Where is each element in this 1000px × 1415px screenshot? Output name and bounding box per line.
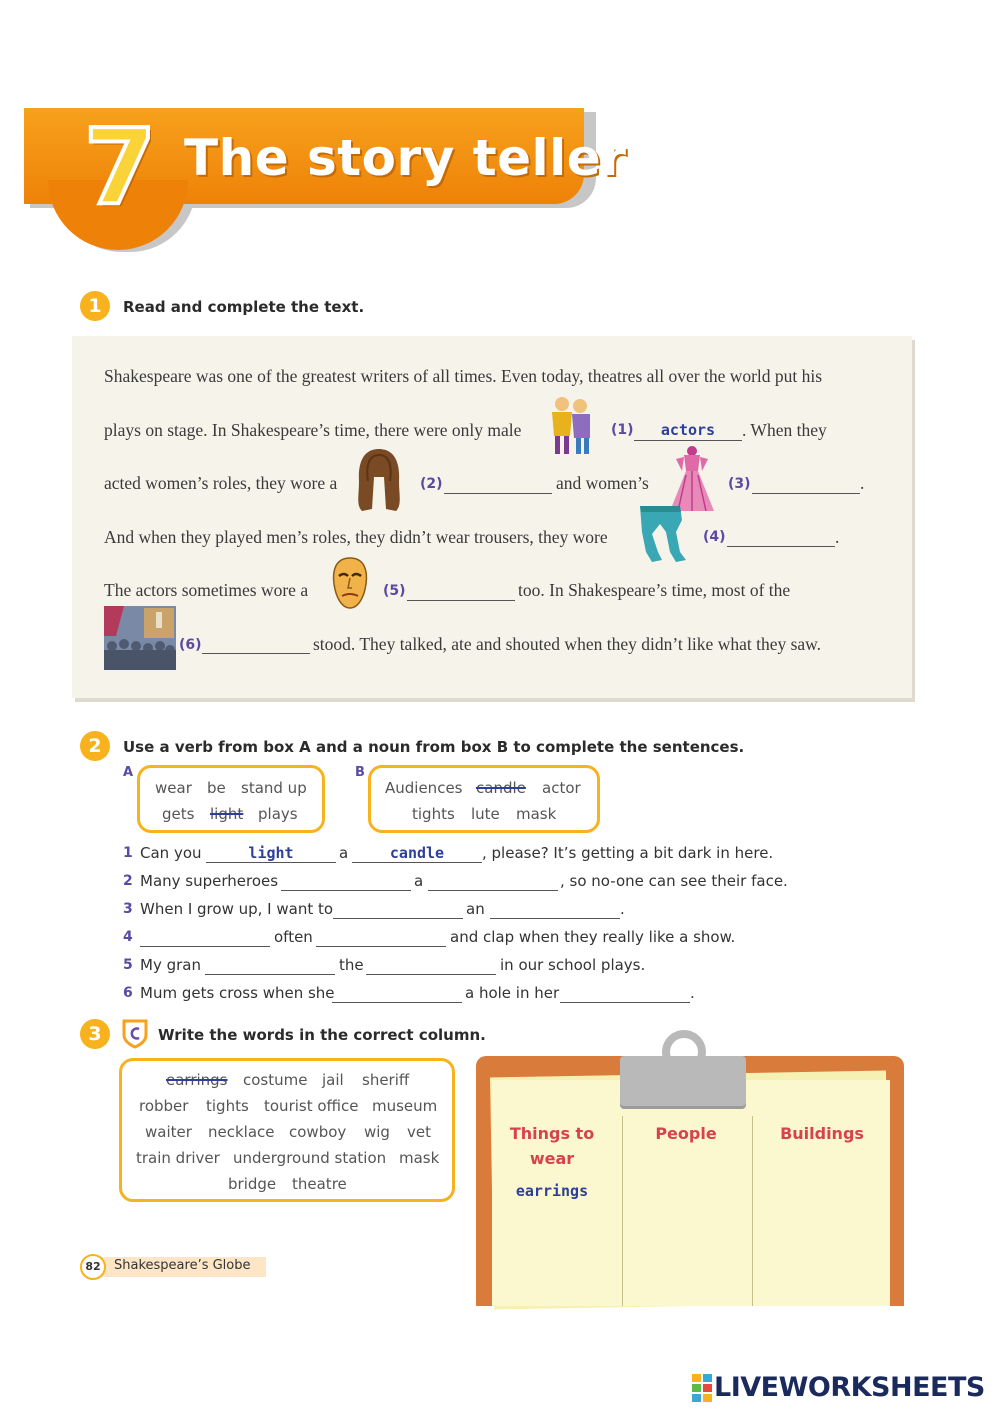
word-bank-word: tights bbox=[206, 1097, 249, 1115]
exercise-3-instruction: Write the words in the correct column. bbox=[158, 1026, 486, 1044]
sentence-5-number: 5 bbox=[123, 957, 133, 973]
word-bank-word: tourist office bbox=[264, 1097, 359, 1115]
gap-6-input[interactable] bbox=[202, 634, 310, 654]
actors-icon bbox=[542, 394, 600, 456]
gap-3-input[interactable] bbox=[752, 474, 860, 494]
gap-4-label: (4) bbox=[703, 529, 726, 545]
word-bank-word: underground station bbox=[233, 1149, 387, 1167]
word-bank-word: waiter bbox=[145, 1123, 192, 1141]
gap-1-label: (1) bbox=[611, 422, 634, 438]
text-line-1: Shakespeare was one of the greatest writers of all times. Even today, theatres all over the world put his bbox=[104, 366, 823, 386]
sentence-4-part-3: and clap when they really like a show. bbox=[450, 928, 736, 946]
word-bank-word: train driver bbox=[136, 1149, 220, 1167]
word-bank-word-crossed: earrings bbox=[166, 1071, 228, 1089]
column-entry-buildings[interactable] bbox=[762, 1182, 882, 1202]
audience-icon bbox=[104, 606, 176, 670]
liveworksheets-logo-icon bbox=[692, 1374, 712, 1402]
sentence-4-number: 4 bbox=[123, 929, 133, 945]
unit-number: 7 bbox=[83, 106, 157, 228]
sentence-5-part-2: the bbox=[339, 956, 364, 974]
column-divider bbox=[752, 1116, 753, 1306]
sentence-1-part-1: Can you bbox=[140, 844, 202, 862]
box-a-word-crossed: light bbox=[210, 805, 244, 823]
sentence-5-blank-2[interactable] bbox=[366, 955, 496, 975]
box-a-label: A bbox=[123, 765, 134, 780]
page-section-label: Shakespeare’s Globe bbox=[114, 1258, 251, 1273]
column-entry-things-to-wear[interactable]: earrings bbox=[515, 1182, 589, 1200]
sentence-5-blank-1[interactable] bbox=[205, 955, 335, 975]
column-head-buildings: Buildings bbox=[780, 1124, 864, 1143]
wig-icon bbox=[354, 447, 404, 513]
unit-title: The story teller bbox=[184, 129, 627, 187]
exercise-2-instruction: Use a verb from box A and a noun from box B to complete the sentences. bbox=[123, 738, 745, 756]
sentence-4-part-2: often bbox=[274, 928, 313, 946]
word-bank-word: wig bbox=[364, 1123, 390, 1141]
text-line-5a: The actors sometimes wore a bbox=[104, 580, 309, 600]
word-bank-word: cowboy bbox=[289, 1123, 347, 1141]
column-divider bbox=[622, 1116, 623, 1306]
gap-5-label: (5) bbox=[383, 583, 406, 599]
sentence-1-blank-2[interactable]: candle bbox=[352, 843, 482, 863]
tights-icon bbox=[636, 502, 692, 564]
sentence-1-number: 1 bbox=[123, 845, 133, 861]
word-bank-word: vet bbox=[407, 1123, 431, 1141]
sentence-3-number: 3 bbox=[123, 901, 133, 917]
sentence-4-blank-1[interactable] bbox=[140, 927, 270, 947]
sentence-1-part-3: , please? It’s getting a bit dark in here. bbox=[482, 844, 774, 862]
gap-2-input[interactable] bbox=[444, 474, 552, 494]
sentence-4-blank-2[interactable] bbox=[316, 927, 446, 947]
gap-2-label: (2) bbox=[420, 476, 443, 492]
sentence-5-part-1: My gran bbox=[140, 956, 201, 974]
text-line-3a: acted women’s roles, they wore a bbox=[104, 473, 338, 493]
word-bank-word: robber bbox=[139, 1097, 189, 1115]
box-a-word: plays bbox=[258, 805, 298, 823]
exercise-1-number: 1 bbox=[80, 291, 110, 321]
word-bank-word: bridge bbox=[228, 1175, 277, 1193]
sentence-3-blank-2[interactable] bbox=[490, 899, 620, 919]
gap-4-input[interactable] bbox=[727, 527, 835, 547]
text-line-4a: And when they played men’s roles, they didn’t wear trousers, they wore bbox=[104, 527, 608, 547]
sentence-3-part-2: an bbox=[466, 900, 485, 918]
box-b-word: tights bbox=[412, 805, 455, 823]
box-a-word: be bbox=[207, 779, 226, 797]
sentence-6-part-3: . bbox=[690, 984, 695, 1002]
sentence-2-part-1: Many superheroes bbox=[140, 872, 279, 890]
exercise-1-instruction: Read and complete the text. bbox=[123, 298, 365, 316]
sentence-3-blank-1[interactable] bbox=[333, 899, 463, 919]
sentence-1-blank-1[interactable]: light bbox=[206, 843, 336, 863]
sentence-6-part-2: a hole in her bbox=[465, 984, 560, 1002]
sentence-2-blank-1[interactable] bbox=[281, 871, 411, 891]
column-head-people: People bbox=[655, 1124, 717, 1143]
word-bank-word: theatre bbox=[292, 1175, 347, 1193]
sentence-2-number: 2 bbox=[123, 873, 133, 889]
gap-1-input[interactable]: actors bbox=[634, 421, 742, 441]
word-bank-word: costume bbox=[243, 1071, 308, 1089]
sentence-2-part-2: a bbox=[414, 872, 424, 890]
box-b-word: Audiences bbox=[385, 779, 463, 797]
page-number: 82 bbox=[80, 1254, 106, 1280]
sentence-6-blank-2[interactable] bbox=[560, 983, 690, 1003]
sentence-5-part-3: in our school plays. bbox=[500, 956, 646, 974]
box-a-word: stand up bbox=[241, 779, 307, 797]
word-bank-word: jail bbox=[322, 1071, 344, 1089]
text-line-6: stood. They talked, ate and shouted when they didn’t like what they saw. bbox=[313, 634, 822, 654]
sentence-3-part-1: When I grow up, I want to bbox=[140, 900, 334, 918]
text-line-3c: . bbox=[860, 473, 865, 493]
word-bank-word: sheriff bbox=[362, 1071, 410, 1089]
shield-icon bbox=[122, 1019, 148, 1049]
gap-6-label: (6) bbox=[179, 637, 202, 653]
box-b-word-crossed: candle bbox=[476, 779, 526, 797]
sentence-1-part-2: a bbox=[339, 844, 349, 862]
gap-5-input[interactable] bbox=[407, 581, 515, 601]
text-line-2a: plays on stage. In Shakespeare’s time, there were only male bbox=[104, 420, 522, 440]
gap-3-label: (3) bbox=[728, 476, 751, 492]
sentence-6-part-1: Mum gets cross when she bbox=[140, 984, 335, 1002]
word-bank-word: museum bbox=[372, 1097, 438, 1115]
column-head-things-to-wear: Things to wear bbox=[509, 1124, 595, 1168]
sentence-2-part-3: , so no-one can see their face. bbox=[560, 872, 788, 890]
mask-icon bbox=[330, 556, 370, 610]
sentence-2-blank-2[interactable] bbox=[428, 871, 558, 891]
sentence-6-blank-1[interactable] bbox=[332, 983, 462, 1003]
word-bank-word: mask bbox=[399, 1149, 440, 1167]
text-line-3b: and women’s bbox=[556, 473, 649, 493]
box-b-word: lute bbox=[471, 805, 500, 823]
exercise-2-number: 2 bbox=[80, 731, 110, 761]
column-entry-people[interactable] bbox=[626, 1182, 746, 1202]
box-b-word: actor bbox=[542, 779, 581, 797]
text-line-4b: . bbox=[835, 527, 840, 547]
box-a-word: gets bbox=[162, 805, 195, 823]
text-line-5b: too. In Shakespeare’s time, most of the bbox=[518, 580, 791, 600]
box-b-word: mask bbox=[516, 805, 557, 823]
clipboard-clip-icon bbox=[620, 1056, 746, 1106]
word-bank-word: necklace bbox=[208, 1123, 275, 1141]
box-a-word: wear bbox=[155, 779, 192, 797]
sentence-6-number: 6 bbox=[123, 985, 133, 1001]
text-line-2b: . When they bbox=[742, 420, 827, 440]
liveworksheets-brand: LIVEWORKSHEETS bbox=[714, 1372, 985, 1403]
sentence-3-part-3: . bbox=[620, 900, 625, 918]
exercise-3-number: 3 bbox=[80, 1019, 110, 1049]
box-b-label: B bbox=[355, 765, 365, 780]
